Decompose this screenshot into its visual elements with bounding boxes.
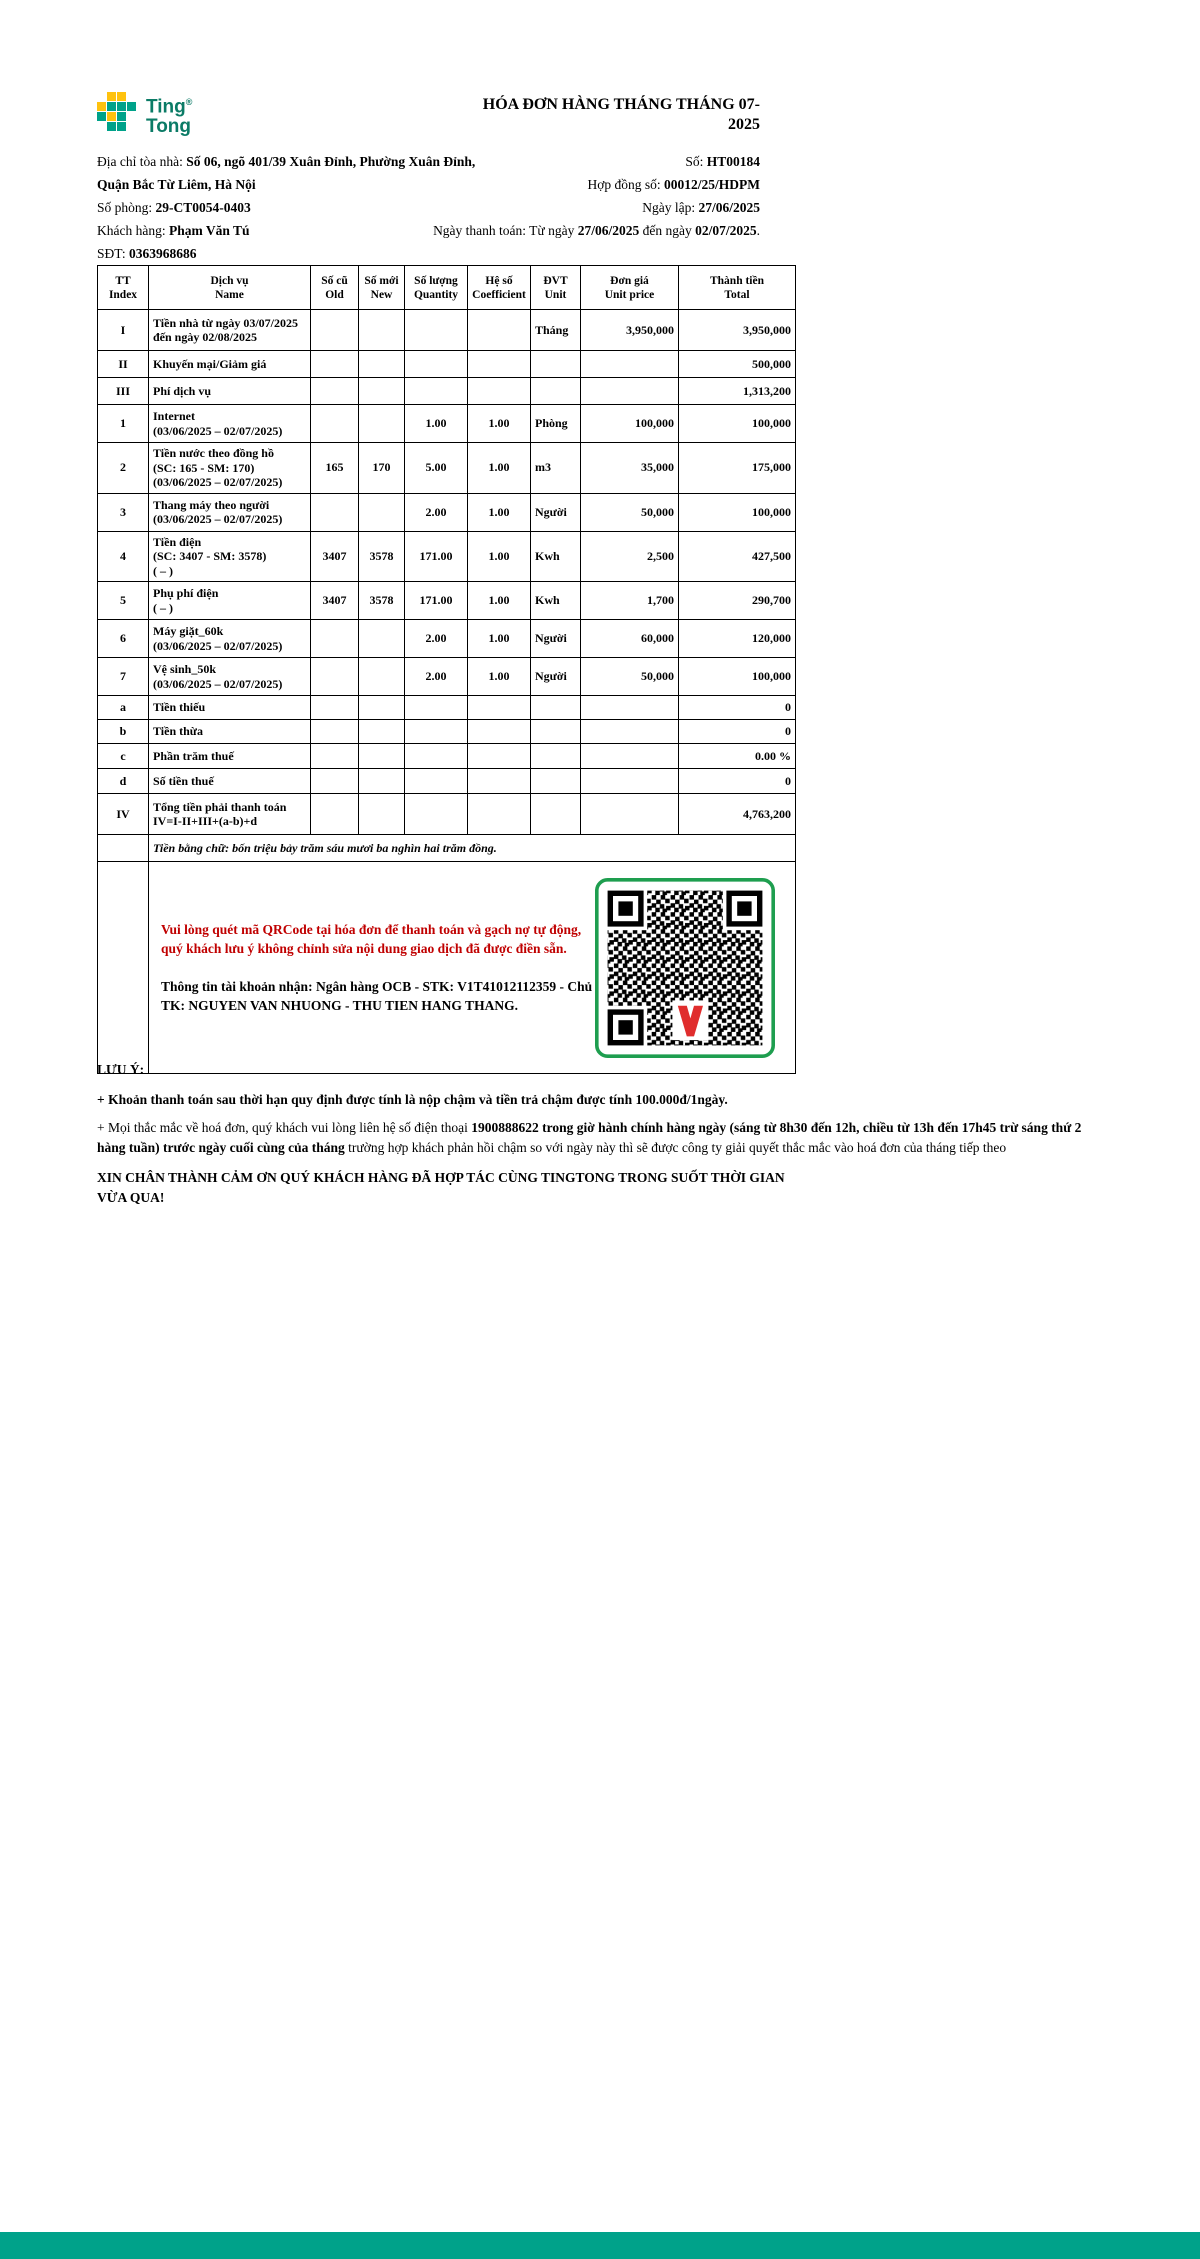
cell-service: Phụ phí điện ( – ) — [149, 582, 311, 620]
room-number: Số phòng: 29-CT0054-0403 — [97, 200, 251, 215]
cell-new — [359, 378, 405, 405]
cell-new — [359, 696, 405, 720]
cell-quantity: 2.00 — [405, 620, 468, 658]
cell-quantity — [405, 378, 468, 405]
cell-total: 4,763,200 — [679, 794, 796, 835]
cell-new — [359, 493, 405, 531]
cell-unit — [531, 378, 581, 405]
cell-coefficient: 1.00 — [468, 493, 531, 531]
table-row-laundry — [98, 620, 796, 658]
cell-new: 170 — [359, 443, 405, 494]
cell-new — [359, 794, 405, 835]
cell-total: 175,000 — [679, 443, 796, 494]
cell-new — [359, 720, 405, 744]
cell-unit-price — [581, 378, 679, 405]
cell-coefficient — [468, 378, 531, 405]
col-header-new: Số mới New — [359, 266, 405, 310]
cell-quantity: 171.00 — [405, 582, 468, 620]
cell-service: Tổng tiền phải thanh toán IV=I-II+III+(a-b)+d — [149, 794, 311, 835]
table-row-cleaning — [98, 658, 796, 696]
cell-index: IV — [98, 794, 149, 835]
cell-coefficient — [468, 794, 531, 835]
qr-instructions — [161, 920, 595, 1015]
cell-index: a — [98, 696, 149, 720]
col-header-unit: ĐVT Unit — [531, 266, 581, 310]
cell-unit: Người — [531, 620, 581, 658]
cell-service: Tiền điện (SC: 3407 - SM: 3578) ( – ) — [149, 531, 311, 582]
cell-new — [359, 769, 405, 794]
cell-coefficient: 1.00 — [468, 531, 531, 582]
cell-old — [311, 720, 359, 744]
cell-coefficient — [468, 696, 531, 720]
cell-total: 0 — [679, 769, 796, 794]
cell-service: Tiền nước theo đồng hồ (SC: 165 - SM: 170) (03/06/2025 – 02/07/2025) — [149, 443, 311, 494]
cell-unit: Người — [531, 493, 581, 531]
cell-unit: Tháng — [531, 310, 581, 351]
cell-coefficient: 1.00 — [468, 443, 531, 494]
cell-coefficient — [468, 769, 531, 794]
cell-old — [311, 658, 359, 696]
cell-old — [311, 794, 359, 835]
table-row-water — [98, 443, 796, 494]
cell-old — [311, 378, 359, 405]
cell-unit-price — [581, 351, 679, 378]
table-row-grand-total — [98, 794, 796, 835]
cell-total: 1,313,200 — [679, 378, 796, 405]
payment-date-line: Ngày thanh toán: Từ ngày 27/06/2025 đến ngày 02/07/2025. — [433, 223, 760, 238]
cell-unit-price: 1,700 — [581, 582, 679, 620]
cell-unit — [531, 696, 581, 720]
cell-old — [311, 351, 359, 378]
col-header-old: Số cũ Old — [311, 266, 359, 310]
tingtong-logo — [97, 92, 192, 137]
cell-index: 5 — [98, 582, 149, 620]
cell-unit-price: 100,000 — [581, 405, 679, 443]
cell-unit: Kwh — [531, 531, 581, 582]
invoice-number: Số: HT00184 — [685, 154, 760, 169]
invoice-title: HÓA ĐƠN HÀNG THÁNG THÁNG 07- 2025 — [482, 96, 760, 133]
cell-new: 3578 — [359, 531, 405, 582]
col-header-coefficient: Hệ số Coefficient — [468, 266, 531, 310]
cell-coefficient: 1.00 — [468, 658, 531, 696]
cell-total: 100,000 — [679, 658, 796, 696]
qr-brand-v-icon — [672, 1000, 708, 1040]
cell-coefficient — [468, 720, 531, 744]
cell-total: 0 — [679, 696, 796, 720]
cell-service: Tiền thiếu — [149, 696, 311, 720]
qr-section — [149, 862, 796, 1074]
cell-old — [311, 310, 359, 351]
cell-old — [311, 744, 359, 769]
cell-index: 3 — [98, 493, 149, 531]
table-row-elevator — [98, 493, 796, 531]
cell-quantity — [405, 351, 468, 378]
cell-quantity: 5.00 — [405, 443, 468, 494]
cell-quantity — [405, 310, 468, 351]
cell-service: Phí dịch vụ — [149, 378, 311, 405]
cell-coefficient — [468, 744, 531, 769]
cell-unit: Kwh — [531, 582, 581, 620]
cell-total: 100,000 — [679, 493, 796, 531]
cell-total: 0 — [679, 720, 796, 744]
qr-row — [98, 862, 796, 1074]
notes-section — [97, 1060, 1105, 1207]
contact-note: + Mọi thắc mắc về hoá đơn, quý khách vui lòng liên hệ số điện thoại 1900888622 trong giờ hành chính hàng ngày (sáng từ 8h30 đến 12h, chiều từ 13h đến 17h45 trừ sáng thứ 2 hàng tuần) trước ngày cuối cùng của tháng trường hợp khách phản hồi chậm so với ngày này thì sẽ được công ty giải quyết thắc mắc vào hoá đơn của tháng tiếp theo — [97, 1120, 1082, 1155]
cell-index: II — [98, 351, 149, 378]
table-row-service-fee — [98, 378, 796, 405]
customer-phone: SĐT: 0363968686 — [97, 246, 197, 261]
cell-unit-price — [581, 696, 679, 720]
cell-unit: Người — [531, 658, 581, 696]
cell-unit-price — [581, 744, 679, 769]
cell-unit — [531, 744, 581, 769]
cell-service: Thang máy theo người (03/06/2025 – 02/07/2025) — [149, 493, 311, 531]
table-row-discount — [98, 351, 796, 378]
cell-unit-price: 35,000 — [581, 443, 679, 494]
tingtong-logo-icon — [97, 92, 137, 137]
table-row-internet — [98, 405, 796, 443]
table-row-electricity — [98, 531, 796, 582]
cell-unit-price: 50,000 — [581, 493, 679, 531]
cell-quantity — [405, 769, 468, 794]
cell-service: Tiền nhà từ ngày 03/07/2025 đến ngày 02/08/2025 — [149, 310, 311, 351]
amount-in-words: Tiền bằng chữ: bốn triệu bảy trăm sáu mươi ba nghìn hai trăm đồng. — [149, 835, 796, 862]
cell-service: Phần trăm thuế — [149, 744, 311, 769]
table-row-electricity-surcharge — [98, 582, 796, 620]
cell-index: 6 — [98, 620, 149, 658]
cell-service: Tiền thừa — [149, 720, 311, 744]
cell-unit-price — [581, 794, 679, 835]
cell-service: Máy giặt_60k (03/06/2025 – 02/07/2025) — [149, 620, 311, 658]
col-header-quantity: Số lượng Quantity — [405, 266, 468, 310]
cell-old — [311, 696, 359, 720]
amount-in-words-row — [98, 835, 796, 862]
cell-unit — [531, 794, 581, 835]
table-header-row — [98, 266, 796, 310]
cell-unit — [531, 720, 581, 744]
cell-index — [98, 835, 149, 862]
cell-old: 3407 — [311, 531, 359, 582]
issue-date: Ngày lập: 27/06/2025 — [642, 200, 760, 215]
cell-quantity — [405, 744, 468, 769]
cell-unit-price — [581, 769, 679, 794]
cell-unit: m3 — [531, 443, 581, 494]
cell-unit-price: 2,500 — [581, 531, 679, 582]
cell-index: b — [98, 720, 149, 744]
building-address-line1: Địa chỉ tòa nhà: Số 06, ngõ 401/39 Xuân Đỉnh, Phường Xuân Đỉnh, — [97, 154, 476, 169]
cell-old: 3407 — [311, 582, 359, 620]
cell-quantity: 1.00 — [405, 405, 468, 443]
thanks-message: XIN CHÂN THÀNH CẢM ƠN QUÝ KHÁCH HÀNG ĐÃ HỢP TÁC CÙNG TINGTONG TRONG SUỐT THỜI GIAN VỪA QUA! — [97, 1170, 785, 1205]
cell-service: Số tiền thuế — [149, 769, 311, 794]
cell-service: Khuyến mại/Giảm giá — [149, 351, 311, 378]
cell-index: 2 — [98, 443, 149, 494]
table-row-overpaid — [98, 720, 796, 744]
cell-quantity — [405, 794, 468, 835]
col-header-service: Dịch vụ Name — [149, 266, 311, 310]
cell-old — [311, 493, 359, 531]
cell-index — [98, 862, 149, 1074]
cell-coefficient — [468, 351, 531, 378]
cell-coefficient: 1.00 — [468, 582, 531, 620]
cell-index: c — [98, 744, 149, 769]
cell-new — [359, 744, 405, 769]
cell-total: 120,000 — [679, 620, 796, 658]
invoice-meta — [433, 150, 760, 242]
cell-coefficient: 1.00 — [468, 405, 531, 443]
table-row-tax-amount — [98, 769, 796, 794]
col-header-index: TT Index — [98, 266, 149, 310]
col-header-unit-price: Đơn giá Unit price — [581, 266, 679, 310]
col-header-total: Thành tiền Total — [679, 266, 796, 310]
table-row-underpaid — [98, 696, 796, 720]
cell-new — [359, 310, 405, 351]
cell-new — [359, 351, 405, 378]
cell-index: 1 — [98, 405, 149, 443]
tingtong-logo-text: Ting® Tong — [146, 96, 193, 138]
qr-code — [595, 878, 775, 1058]
notes-heading: LƯU Ý: — [97, 1062, 145, 1077]
cell-old — [311, 405, 359, 443]
cell-old — [311, 620, 359, 658]
customer-name: Khách hàng: Phạm Văn Tú — [97, 223, 250, 238]
cell-unit-price: 50,000 — [581, 658, 679, 696]
cell-quantity: 171.00 — [405, 531, 468, 582]
cell-total: 290,700 — [679, 582, 796, 620]
cell-quantity — [405, 696, 468, 720]
cell-total: 100,000 — [679, 405, 796, 443]
table-row-rent — [98, 310, 796, 351]
cell-total: 0.00 % — [679, 744, 796, 769]
bank-account-info: Thông tin tài khoản nhận: Ngân hàng OCB - STK: V1T41012112359 - Chủ TK: NGUYEN VAN NHUONG - THU TIEN HANG THANG. — [161, 979, 593, 1013]
cell-unit-price — [581, 720, 679, 744]
cell-old: 165 — [311, 443, 359, 494]
cell-new — [359, 405, 405, 443]
cell-index: d — [98, 769, 149, 794]
cell-new — [359, 620, 405, 658]
cell-quantity: 2.00 — [405, 658, 468, 696]
cell-quantity: 2.00 — [405, 493, 468, 531]
cell-coefficient — [468, 310, 531, 351]
cell-unit — [531, 769, 581, 794]
registered-mark: ® — [185, 97, 193, 107]
cell-total: 427,500 — [679, 531, 796, 582]
cell-unit — [531, 351, 581, 378]
cell-total: 500,000 — [679, 351, 796, 378]
invoice-table — [97, 265, 796, 1074]
cell-quantity — [405, 720, 468, 744]
contract-number: Hợp đồng số: 00012/25/HDPM — [587, 177, 760, 192]
customer-info — [97, 150, 475, 265]
qr-payment-notice: Vui lòng quét mã QRCode tại hóa đơn để thanh toán và gạch nợ tự động, quý khách lưu ý không chỉnh sửa nội dung giao dịch đã được điền sẵn. — [161, 922, 582, 956]
cell-index: 7 — [98, 658, 149, 696]
cell-new — [359, 658, 405, 696]
cell-old — [311, 769, 359, 794]
table-row-tax-percent — [98, 744, 796, 769]
cell-unit-price: 3,950,000 — [581, 310, 679, 351]
cell-index: III — [98, 378, 149, 405]
cell-index: I — [98, 310, 149, 351]
cell-service: Internet (03/06/2025 – 02/07/2025) — [149, 405, 311, 443]
cell-new: 3578 — [359, 582, 405, 620]
building-address-line2: Quận Bắc Từ Liêm, Hà Nội — [97, 177, 256, 192]
cell-coefficient: 1.00 — [468, 620, 531, 658]
late-payment-note: + Khoản thanh toán sau thời hạn quy định được tính là nộp chậm và tiền trả chậm được tính 100.000đ/1ngày. — [97, 1091, 728, 1107]
cell-index: 4 — [98, 531, 149, 582]
footer-brand-bar — [0, 2232, 1200, 2259]
cell-unit: Phòng — [531, 405, 581, 443]
cell-service: Vệ sinh_50k (03/06/2025 – 02/07/2025) — [149, 658, 311, 696]
cell-total: 3,950,000 — [679, 310, 796, 351]
cell-unit-price: 60,000 — [581, 620, 679, 658]
